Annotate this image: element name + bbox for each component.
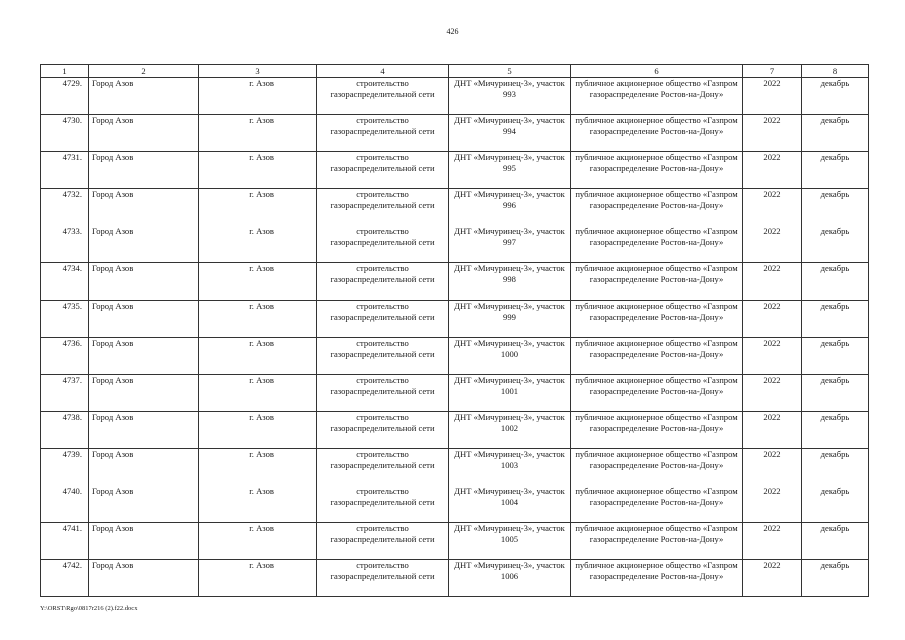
row-work-type: строительство газораспределительной сети bbox=[317, 337, 449, 374]
table-row bbox=[41, 226, 869, 263]
row-year: 2022 bbox=[743, 300, 802, 337]
row-city: Город Азов bbox=[89, 78, 199, 115]
row-number: 4731. bbox=[41, 152, 89, 189]
file-path-footer: Y:\ORST\Rgo\0817r216 (2).f22.docx bbox=[40, 605, 138, 612]
row-month: декабрь bbox=[802, 300, 869, 337]
row-object: ДНТ «Мичуринец-3», участок 999 bbox=[449, 300, 571, 337]
row-work-type: строительство газораспределительной сети bbox=[317, 300, 449, 337]
header-row bbox=[41, 65, 869, 78]
row-organization: публичное акционерное общество «Газпром газораспределение Ростов-на-Дону» bbox=[571, 560, 743, 597]
row-number: 4736. bbox=[41, 337, 89, 374]
row-settlement: г. Азов bbox=[199, 226, 317, 263]
row-settlement: г. Азов bbox=[199, 78, 317, 115]
row-month: декабрь bbox=[802, 448, 869, 485]
row-city: Город Азов bbox=[89, 115, 199, 152]
row-city: Город Азов bbox=[89, 560, 199, 597]
row-year: 2022 bbox=[743, 486, 802, 523]
column-header: 7 bbox=[743, 65, 802, 78]
row-number: 4730. bbox=[41, 115, 89, 152]
row-work-type: строительство газораспределительной сети bbox=[317, 78, 449, 115]
table-row bbox=[41, 337, 869, 374]
row-work-type: строительство газораспределительной сети bbox=[317, 523, 449, 560]
table-row bbox=[41, 78, 869, 115]
row-year: 2022 bbox=[743, 337, 802, 374]
row-object: ДНТ «Мичуринец-3», участок 994 bbox=[449, 115, 571, 152]
row-object: ДНТ «Мичуринец-3», участок 1001 bbox=[449, 374, 571, 411]
row-year: 2022 bbox=[743, 411, 802, 448]
row-organization: публичное акционерное общество «Газпром газораспределение Ростов-на-Дону» bbox=[571, 448, 743, 485]
row-organization: публичное акционерное общество «Газпром газораспределение Ростов-на-Дону» bbox=[571, 300, 743, 337]
row-year: 2022 bbox=[743, 189, 802, 226]
row-number: 4738. bbox=[41, 411, 89, 448]
row-object: ДНТ «Мичуринец-3», участок 996 bbox=[449, 189, 571, 226]
row-organization: публичное акционерное общество «Газпром газораспределение Ростов-на-Дону» bbox=[571, 374, 743, 411]
column-header: 3 bbox=[199, 65, 317, 78]
row-month: декабрь bbox=[802, 263, 869, 300]
row-number: 4737. bbox=[41, 374, 89, 411]
column-header: 8 bbox=[802, 65, 869, 78]
row-settlement: г. Азов bbox=[199, 374, 317, 411]
row-month: декабрь bbox=[802, 523, 869, 560]
table-row bbox=[41, 486, 869, 523]
row-number: 4742. bbox=[41, 560, 89, 597]
row-number: 4733. bbox=[41, 226, 89, 263]
row-organization: публичное акционерное общество «Газпром газораспределение Ростов-на-Дону» bbox=[571, 189, 743, 226]
row-year: 2022 bbox=[743, 78, 802, 115]
row-organization: публичное акционерное общество «Газпром газораспределение Ростов-на-Дону» bbox=[571, 263, 743, 300]
row-object: ДНТ «Мичуринец-3», участок 1000 bbox=[449, 337, 571, 374]
row-city: Город Азов bbox=[89, 448, 199, 485]
row-month: декабрь bbox=[802, 78, 869, 115]
row-month: декабрь bbox=[802, 560, 869, 597]
row-year: 2022 bbox=[743, 448, 802, 485]
row-month: декабрь bbox=[802, 374, 869, 411]
row-object: ДНТ «Мичуринец-3», участок 1006 bbox=[449, 560, 571, 597]
row-number: 4729. bbox=[41, 78, 89, 115]
table-row bbox=[41, 300, 869, 337]
row-number: 4741. bbox=[41, 523, 89, 560]
row-city: Город Азов bbox=[89, 337, 199, 374]
row-work-type: строительство газораспределительной сети bbox=[317, 374, 449, 411]
table-row bbox=[41, 263, 869, 300]
row-year: 2022 bbox=[743, 152, 802, 189]
row-work-type: строительство газораспределительной сети bbox=[317, 189, 449, 226]
row-city: Город Азов bbox=[89, 152, 199, 189]
row-settlement: г. Азов bbox=[199, 263, 317, 300]
row-work-type: строительство газораспределительной сети bbox=[317, 263, 449, 300]
row-city: Город Азов bbox=[89, 226, 199, 263]
row-organization: публичное акционерное общество «Газпром газораспределение Ростов-на-Дону» bbox=[571, 486, 743, 523]
row-city: Город Азов bbox=[89, 263, 199, 300]
row-object: ДНТ «Мичуринец-3», участок 993 bbox=[449, 78, 571, 115]
row-organization: публичное акционерное общество «Газпром газораспределение Ростов-на-Дону» bbox=[571, 226, 743, 263]
row-month: декабрь bbox=[802, 411, 869, 448]
row-object: ДНТ «Мичуринец-3», участок 1003 bbox=[449, 448, 571, 485]
row-object: ДНТ «Мичуринец-3», участок 1005 bbox=[449, 523, 571, 560]
row-organization: публичное акционерное общество «Газпром газораспределение Ростов-на-Дону» bbox=[571, 152, 743, 189]
table-row bbox=[41, 374, 869, 411]
row-work-type: строительство газораспределительной сети bbox=[317, 226, 449, 263]
table-row bbox=[41, 189, 869, 226]
row-organization: публичное акционерное общество «Газпром газораспределение Ростов-на-Дону» bbox=[571, 411, 743, 448]
table-row bbox=[41, 560, 869, 597]
column-header: 1 bbox=[41, 65, 89, 78]
row-month: декабрь bbox=[802, 189, 869, 226]
row-work-type: строительство газораспределительной сети bbox=[317, 115, 449, 152]
row-object: ДНТ «Мичуринец-3», участок 995 bbox=[449, 152, 571, 189]
row-number: 4740. bbox=[41, 486, 89, 523]
row-number: 4735. bbox=[41, 300, 89, 337]
row-settlement: г. Азов bbox=[199, 523, 317, 560]
row-organization: публичное акционерное общество «Газпром газораспределение Ростов-на-Дону» bbox=[571, 78, 743, 115]
row-settlement: г. Азов bbox=[199, 486, 317, 523]
row-work-type: строительство газораспределительной сети bbox=[317, 152, 449, 189]
table-row bbox=[41, 152, 869, 189]
row-month: декабрь bbox=[802, 152, 869, 189]
row-object: ДНТ «Мичуринец-3», участок 1002 bbox=[449, 411, 571, 448]
row-city: Город Азов bbox=[89, 300, 199, 337]
row-number: 4739. bbox=[41, 448, 89, 485]
row-month: декабрь bbox=[802, 486, 869, 523]
row-settlement: г. Азов bbox=[199, 337, 317, 374]
row-object: ДНТ «Мичуринец-3», участок 1004 bbox=[449, 486, 571, 523]
row-month: декабрь bbox=[802, 115, 869, 152]
table-row bbox=[41, 448, 869, 485]
table-row bbox=[41, 411, 869, 448]
row-year: 2022 bbox=[743, 523, 802, 560]
row-settlement: г. Азов bbox=[199, 189, 317, 226]
row-object: ДНТ «Мичуринец-3», участок 997 bbox=[449, 226, 571, 263]
row-work-type: строительство газораспределительной сети bbox=[317, 560, 449, 597]
column-header: 6 bbox=[571, 65, 743, 78]
row-year: 2022 bbox=[743, 115, 802, 152]
row-number: 4734. bbox=[41, 263, 89, 300]
row-city: Город Азов bbox=[89, 523, 199, 560]
row-year: 2022 bbox=[743, 226, 802, 263]
row-organization: публичное акционерное общество «Газпром газораспределение Ростов-на-Дону» bbox=[571, 337, 743, 374]
row-city: Город Азов bbox=[89, 189, 199, 226]
row-work-type: строительство газораспределительной сети bbox=[317, 486, 449, 523]
row-number: 4732. bbox=[41, 189, 89, 226]
data-table bbox=[40, 64, 869, 597]
row-city: Город Азов bbox=[89, 411, 199, 448]
column-header: 2 bbox=[89, 65, 199, 78]
page-number: 426 bbox=[446, 27, 459, 36]
row-year: 2022 bbox=[743, 263, 802, 300]
row-work-type: строительство газораспределительной сети bbox=[317, 448, 449, 485]
row-settlement: г. Азов bbox=[199, 115, 317, 152]
row-organization: публичное акционерное общество «Газпром газораспределение Ростов-на-Дону» bbox=[571, 523, 743, 560]
row-settlement: г. Азов bbox=[199, 411, 317, 448]
row-month: декабрь bbox=[802, 337, 869, 374]
row-city: Город Азов bbox=[89, 374, 199, 411]
row-year: 2022 bbox=[743, 560, 802, 597]
column-header: 4 bbox=[317, 65, 449, 78]
row-organization: публичное акционерное общество «Газпром газораспределение Ростов-на-Дону» bbox=[571, 115, 743, 152]
table-row bbox=[41, 523, 869, 560]
table-row bbox=[41, 115, 869, 152]
row-work-type: строительство газораспределительной сети bbox=[317, 411, 449, 448]
row-month: декабрь bbox=[802, 226, 869, 263]
row-settlement: г. Азов bbox=[199, 152, 317, 189]
row-settlement: г. Азов bbox=[199, 448, 317, 485]
column-header: 5 bbox=[449, 65, 571, 78]
row-city: Город Азов bbox=[89, 486, 199, 523]
table-body bbox=[41, 78, 869, 597]
row-year: 2022 bbox=[743, 374, 802, 411]
row-object: ДНТ «Мичуринец-3», участок 998 bbox=[449, 263, 571, 300]
row-settlement: г. Азов bbox=[199, 560, 317, 597]
row-settlement: г. Азов bbox=[199, 300, 317, 337]
